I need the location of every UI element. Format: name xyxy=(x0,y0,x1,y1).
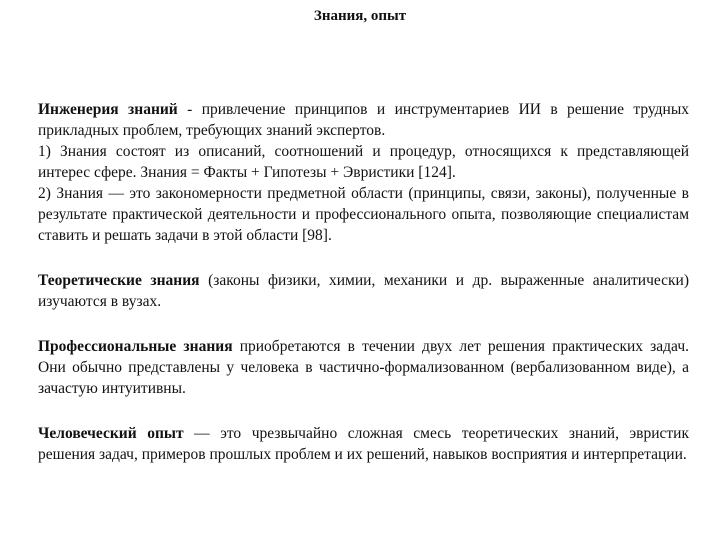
professional-paragraph xyxy=(38,336,689,399)
experience-paragraph xyxy=(38,423,689,465)
term-theoretical-knowledge: Теоретические знания xyxy=(38,272,200,289)
term-professional-knowledge: Профессиональные знания xyxy=(38,338,233,355)
definition-paragraph xyxy=(38,99,689,141)
theoretical-paragraph xyxy=(38,270,689,312)
definition-text: - привлечение принципов и инструментариев ИИ в решение трудных прикладных проблем, требующих знаний экспертов. xyxy=(38,101,689,139)
term-knowledge-engineering: Инженерия знаний xyxy=(38,101,178,118)
experience-text: — это чрезвычайно сложная смесь теоретических знаний, эвристик решения задач, примеров прошлых проблем и их решений, навыков восприятия и интерпретации. xyxy=(38,425,689,463)
list-item-2: 2) Знания — это закономерности предметной области (принципы, связи, законы), полученные в результате практической деятельности и профессионального опыта, позволяющие специалистам ставить и решать задачи в этой области [98]. xyxy=(38,185,689,244)
theoretical-knowledge-block xyxy=(38,270,689,312)
professional-text: приобретаются в течении двух лет решения практических задач. Они обычно представлены у человека в частично-формализованном (вербализованном виде), а зачастую интуитивны. xyxy=(38,338,689,397)
professional-knowledge-block xyxy=(38,336,689,399)
knowledge-engineering-block xyxy=(38,99,689,246)
page-title: Знания, опыт xyxy=(313,8,407,24)
list-item-1: 1) Знания состоят из описаний, соотношений и процедур, относящихся к представляющей интерес сфере. Знания = Факты + Гипотезы + Эвристики [124]. xyxy=(38,143,689,181)
theoretical-text: (законы физики, химии, механики и др. выраженные аналитически) изучаются в вузах. xyxy=(38,272,690,310)
document-body xyxy=(38,99,689,465)
term-human-experience: Человеческий опыт xyxy=(38,425,184,442)
human-experience-block xyxy=(38,423,689,465)
